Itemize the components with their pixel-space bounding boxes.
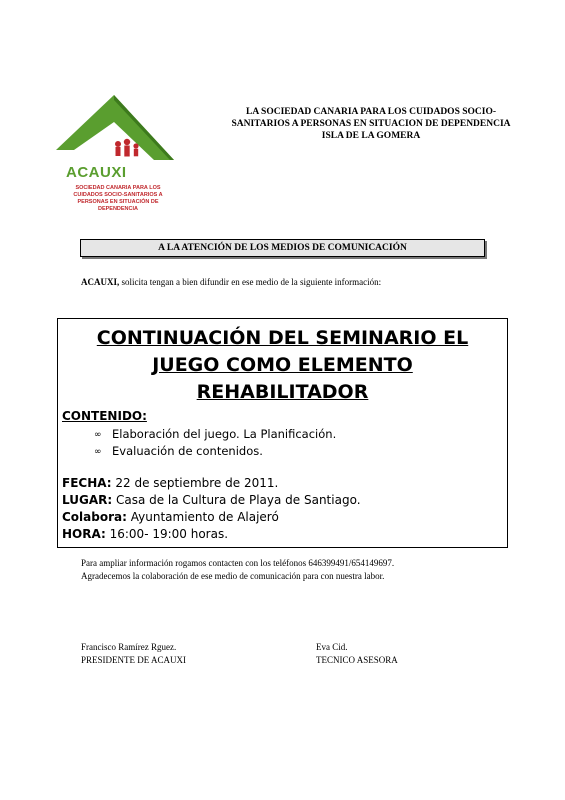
intro-paragraph <box>81 277 381 287</box>
announcement-box <box>57 318 508 548</box>
logo-subtitle: SOCIEDAD CANARIA PARA LOS CUIDADOS SOCIO-SANITARIOS A PERSONAS EN SITUACIÓN DE DEPENDENCIA <box>73 185 163 212</box>
contenido-list <box>94 426 336 460</box>
contact-line: Para ampliar información rogamos contacten con los teléfonos 646399491/654149697. <box>81 558 395 568</box>
footer-text <box>81 557 394 583</box>
header-line: SANITARIOS A PERSONAS EN SITUACION DE DEPENDENCIA <box>231 119 511 129</box>
organization-header <box>210 106 532 142</box>
detail-lugar: LUGAR: Casa de la Cultura de Playa de Santiago. <box>62 493 361 507</box>
event-details <box>62 475 361 543</box>
signature-president: Francisco Ramírez Rguez. PRESIDENTE DE ACAUXI <box>81 642 186 665</box>
header-line: ISLA DE LA GOMERA <box>321 131 421 141</box>
attention-banner: A LA ATENCIÓN DE LOS MEDIOS DE COMUNICACIÓN <box>80 239 485 257</box>
infinity-bullet-icon: ∞ <box>94 447 102 457</box>
header-line: LA SOCIEDAD CANARIA PARA LOS CUIDADOS SOCIO- <box>245 107 497 117</box>
signature-advisor: Eva Cid. TECNICO ASESORA <box>316 642 398 665</box>
logo-name: ACAUXI <box>66 164 127 181</box>
thanks-line: Agradecemos la colaboración de ese medio de comunicación para con nuestra labor. <box>81 571 385 581</box>
list-item: ∞ Elaboración del juego. La Planificación. <box>94 427 337 441</box>
house-roof-icon <box>52 92 192 172</box>
contenido-label: CONTENIDO: <box>62 409 147 423</box>
intro-text: solicita tengan a bien difundir en ese medio de la siguiente información: <box>119 277 382 287</box>
announcement-title: CONTINUACIÓN DEL SEMINARIO EL JUEGO COMO ELEMENTO REHABILITADOR <box>96 327 469 403</box>
infinity-bullet-icon: ∞ <box>94 430 102 440</box>
acauxi-logo <box>52 92 192 222</box>
detail-hora: HORA: 16:00- 19:00 horas. <box>62 527 229 541</box>
list-item: ∞ Evaluación de contenidos. <box>94 444 263 458</box>
detail-fecha: FECHA: 22 de septiembre de 2011. <box>62 476 279 490</box>
intro-org: ACAUXI, <box>81 277 120 287</box>
detail-colabora: Colabora: Ayuntamiento de Alajeró <box>62 510 279 524</box>
